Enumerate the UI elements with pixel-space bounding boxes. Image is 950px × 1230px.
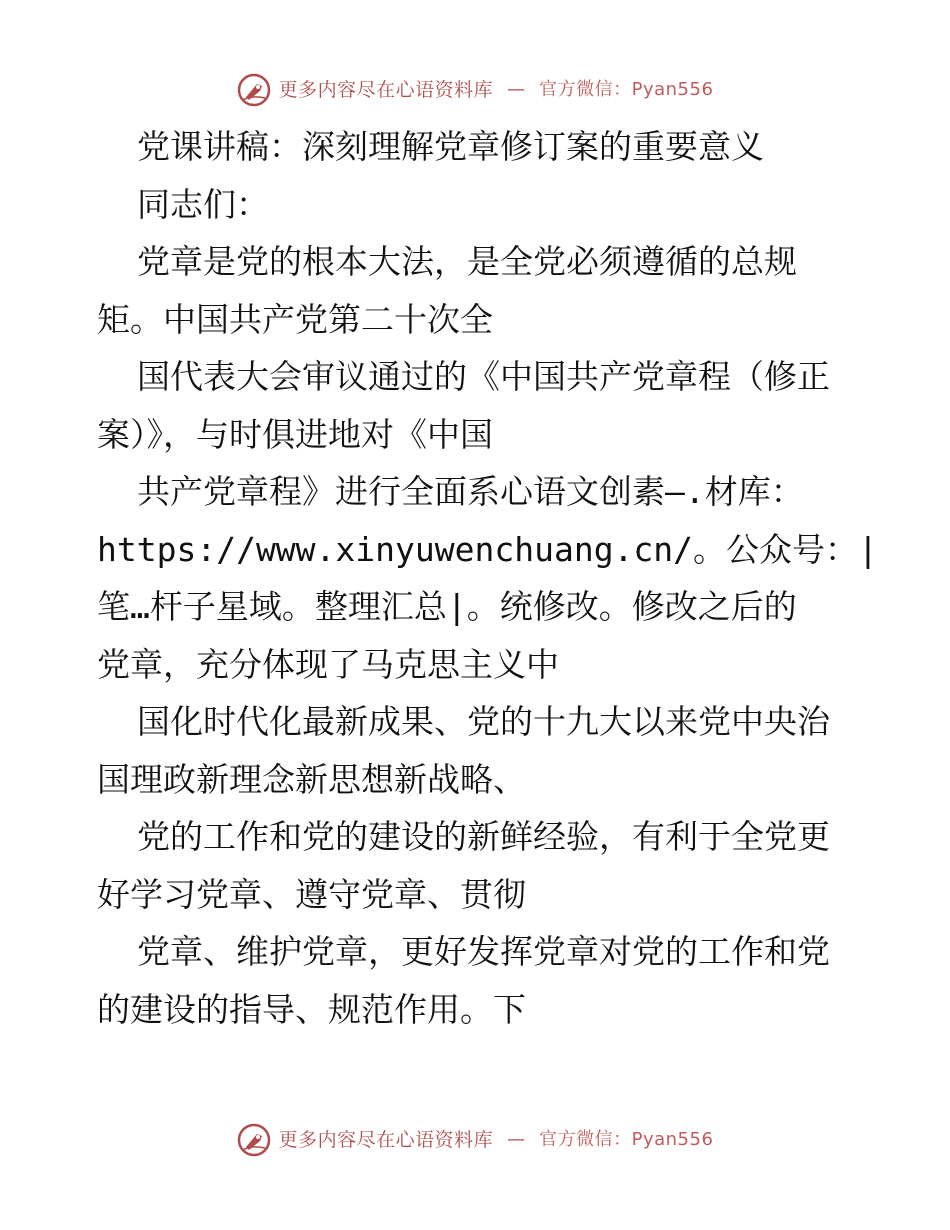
document-body	[97, 118, 878, 1038]
footer-separator: —	[507, 1129, 526, 1150]
paragraph-line: https://www.xinyuwenchuang.cn/。公众号：|	[97, 529, 878, 569]
header-separator: —	[507, 79, 526, 100]
paragraph-line: 党章，充分体现了马克思主义中	[97, 644, 559, 684]
salutation: 同志们：	[137, 184, 269, 224]
paragraph-line: 笔…杆子星域。整理汇总|。统修改。修改之后的	[97, 587, 797, 626]
paragraph-line: 案）》，与时俱进地对《中国	[97, 414, 493, 454]
footer-banner-content	[237, 1123, 714, 1157]
footer-banner	[0, 1120, 950, 1160]
paragraph-line: 好学习党章、遵守党章、贯彻	[97, 874, 526, 914]
header-promo-text: 更多内容尽在心语资料库	[278, 78, 494, 101]
pen-nib-logo-icon	[237, 1123, 271, 1157]
paragraph-line: 党章、维护党章，更好发挥党章对党的工作和党	[137, 932, 830, 971]
footer-promo-text: 更多内容尽在心语资料库	[278, 1128, 494, 1151]
header-wechat-text: 官方微信：Pyan556	[539, 79, 714, 100]
document-title: 党课讲稿：深刻理解党章修订案的重要意义	[137, 127, 764, 166]
paragraph-line: 共产党章程》进行全面系心语文创素—.材库：	[137, 472, 804, 511]
paragraph-line: 国代表大会审议通过的《中国共产党章程（修正	[137, 357, 830, 396]
paragraph-line: 党章是党的根本大法，是全党必须遵循的总规	[137, 242, 797, 281]
footer-wechat-text: 官方微信：Pyan556	[539, 1129, 714, 1150]
paragraph-line: 国理政新理念新思想新战略、	[97, 759, 526, 799]
header-banner	[0, 70, 950, 110]
paragraph-line: 国化时代化最新成果、党的十九大以来党中央治	[137, 702, 830, 741]
pen-nib-logo-icon	[237, 73, 271, 107]
paragraph-line: 的建设的指导、规范作用。下	[97, 989, 526, 1029]
header-banner-content	[237, 73, 714, 107]
paragraph-line: 党的工作和党的建设的新鲜经验，有利于全党更	[137, 817, 830, 856]
paragraph-line: 矩。中国共产党第二十次全	[97, 299, 493, 339]
